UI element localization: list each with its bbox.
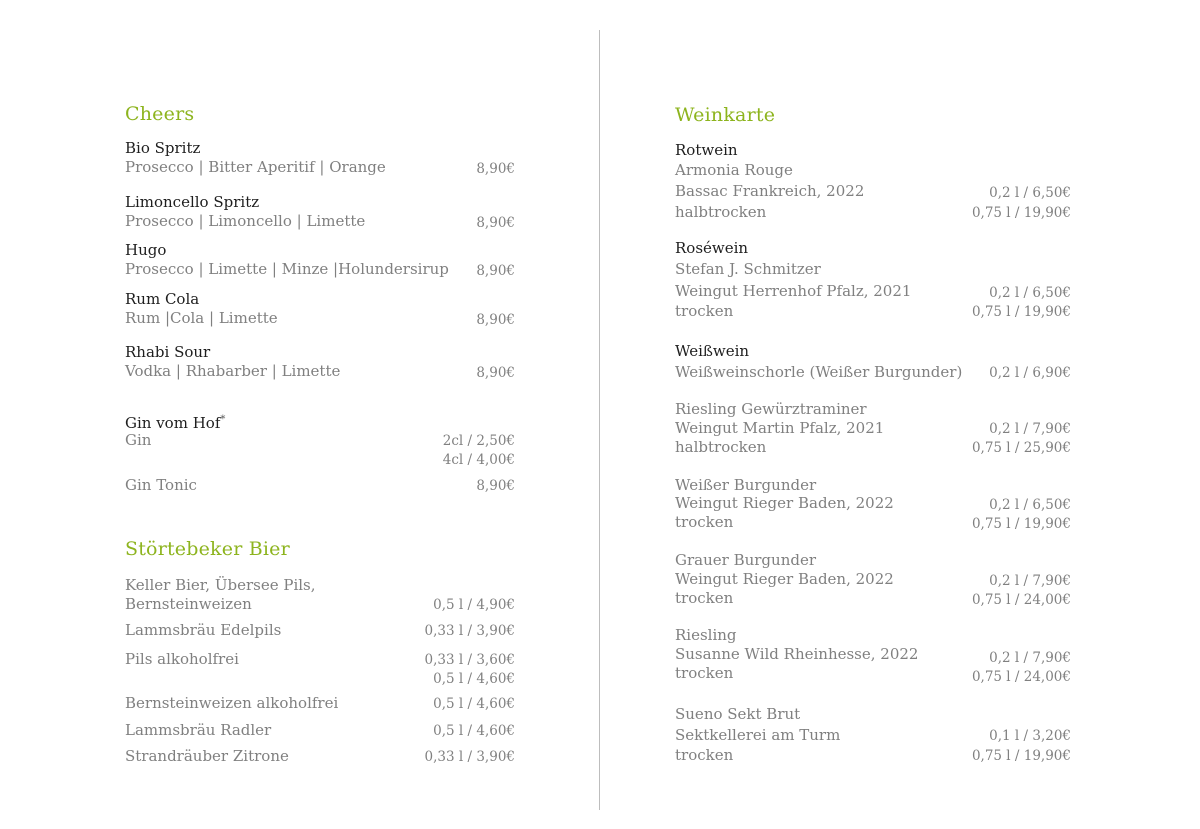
item-name: Bio Spritz <box>125 139 201 157</box>
item-name: Limoncello Spritz <box>125 193 260 211</box>
section-title-beer: Störtebeker Bier <box>125 538 290 560</box>
wine-price-glass: 0,2 l / 6,50€ <box>989 285 1071 301</box>
category-name: Roséwein <box>675 239 749 257</box>
item-description: Prosecco | Limette | Minze |Holundersirup <box>125 260 449 278</box>
beer-price-secondary: 0,5 l / 4,60€ <box>433 671 515 687</box>
beer-name: Pils alkoholfrei <box>125 650 239 668</box>
wine-price-glass: 0,2 l / 7,90€ <box>989 573 1071 589</box>
item-description: Vodka | Rhabarber | Limette <box>125 362 341 380</box>
wine-name: Weißer Burgunder <box>675 476 817 494</box>
wine-origin: Weingut Rieger Baden, 2022 <box>675 570 894 588</box>
wine-price-glass: 0,2 l / 7,90€ <box>989 650 1071 666</box>
wine-name: Stefan J. Schmitzer <box>675 260 821 278</box>
wine-style: halbtrocken <box>675 203 767 221</box>
beer-price: 0,5 l / 4,60€ <box>433 723 515 739</box>
category-name: Rotwein <box>675 141 738 159</box>
wine-price-bottle: 0,75 l / 19,90€ <box>971 304 1071 320</box>
wine-price-bottle: 0,75 l / 24,00€ <box>971 592 1071 608</box>
section-title-wine: Weinkarte <box>675 104 776 126</box>
gin-price-4cl: 4cl / 4,00€ <box>442 452 515 468</box>
wine-style: trocken <box>675 589 734 607</box>
wine-origin: Susanne Wild Rheinhesse, 2022 <box>675 645 919 663</box>
wine-price-bottle: 0,75 l / 19,90€ <box>971 205 1071 221</box>
gin-label: Gin <box>125 431 152 449</box>
beer-price: 0,33 l / 3,60€ <box>424 652 515 668</box>
category-name: Weißwein <box>675 342 750 360</box>
wine-price-glass: 0,2 l / 6,50€ <box>989 185 1071 201</box>
section-title-cheers: Cheers <box>125 103 195 125</box>
wine-origin: Sektkellerei am Turm <box>675 726 841 744</box>
footnote-star: * <box>220 414 226 425</box>
wine-name: Sueno Sekt Brut <box>675 705 801 723</box>
schorle-price: 0,2 l / 6,90€ <box>989 365 1071 381</box>
wine-origin: Weingut Martin Pfalz, 2021 <box>675 419 885 437</box>
item-price: 8,90€ <box>476 312 515 328</box>
gin-tonic-label: Gin Tonic <box>125 476 197 494</box>
item-description: Prosecco | Limoncello | Limette <box>125 212 366 230</box>
wine-name: Riesling <box>675 626 737 644</box>
wine-origin: Weingut Herrenhof Pfalz, 2021 <box>675 282 912 300</box>
wine-price-bottle: 0,75 l / 19,90€ <box>971 516 1071 532</box>
item-price: 8,90€ <box>476 263 515 279</box>
item-price: 8,90€ <box>476 161 515 177</box>
wine-style: trocken <box>675 302 734 320</box>
beer-name: Lammsbräu Radler <box>125 721 272 739</box>
beer-price: 0,5 l / 4,60€ <box>433 696 515 712</box>
page-divider <box>599 30 600 810</box>
item-description: Rum |Cola | Limette <box>125 309 278 327</box>
beer-name: Keller Bier, Übersee Pils, <box>125 576 316 594</box>
wine-price-bottle: 0,75 l / 25,90€ <box>971 440 1071 456</box>
wine-style: trocken <box>675 513 734 531</box>
item-price: 8,90€ <box>476 365 515 381</box>
wine-origin: Bassac Frankreich, 2022 <box>675 182 865 200</box>
beer-name: Lammsbräu Edelpils <box>125 621 282 639</box>
wine-price-glass: 0,1 l / 3,20€ <box>989 728 1071 744</box>
beer-name: Bernsteinweizen alkoholfrei <box>125 694 339 712</box>
beer-price: 0,33 l / 3,90€ <box>424 623 515 639</box>
wine-origin: Weingut Rieger Baden, 2022 <box>675 494 894 512</box>
wine-price-bottle: 0,75 l / 24,00€ <box>971 669 1071 685</box>
wine-style: trocken <box>675 746 734 764</box>
beer-name-continued: Bernsteinweizen <box>125 595 252 613</box>
item-description: Prosecco | Bitter Aperitif | Orange <box>125 158 386 176</box>
wine-price-glass: 0,2 l / 6,50€ <box>989 497 1071 513</box>
wine-name: Riesling Gewürztraminer <box>675 400 867 418</box>
item-name: Rum Cola <box>125 290 200 308</box>
gin-price-2cl: 2cl / 2,50€ <box>442 433 515 449</box>
gin-title <box>125 410 225 433</box>
wine-style: trocken <box>675 664 734 682</box>
wine-price-bottle: 0,75 l / 19,90€ <box>971 748 1071 764</box>
item-name: Hugo <box>125 241 167 259</box>
schorle-name: Weißweinschorle (Weißer Burgunder) <box>675 363 963 381</box>
beer-name: Strandräuber Zitrone <box>125 747 289 765</box>
gin-tonic-price: 8,90€ <box>476 478 515 494</box>
wine-name: Armonia Rouge <box>675 161 793 179</box>
beer-price: 0,5 l / 4,90€ <box>433 597 515 613</box>
wine-price-glass: 0,2 l / 7,90€ <box>989 421 1071 437</box>
gin-name: Gin vom Hof <box>125 414 221 432</box>
wine-name: Grauer Burgunder <box>675 551 816 569</box>
item-price: 8,90€ <box>476 215 515 231</box>
item-name: Rhabi Sour <box>125 343 211 361</box>
beer-price: 0,33 l / 3,90€ <box>424 749 515 765</box>
wine-style: halbtrocken <box>675 438 767 456</box>
